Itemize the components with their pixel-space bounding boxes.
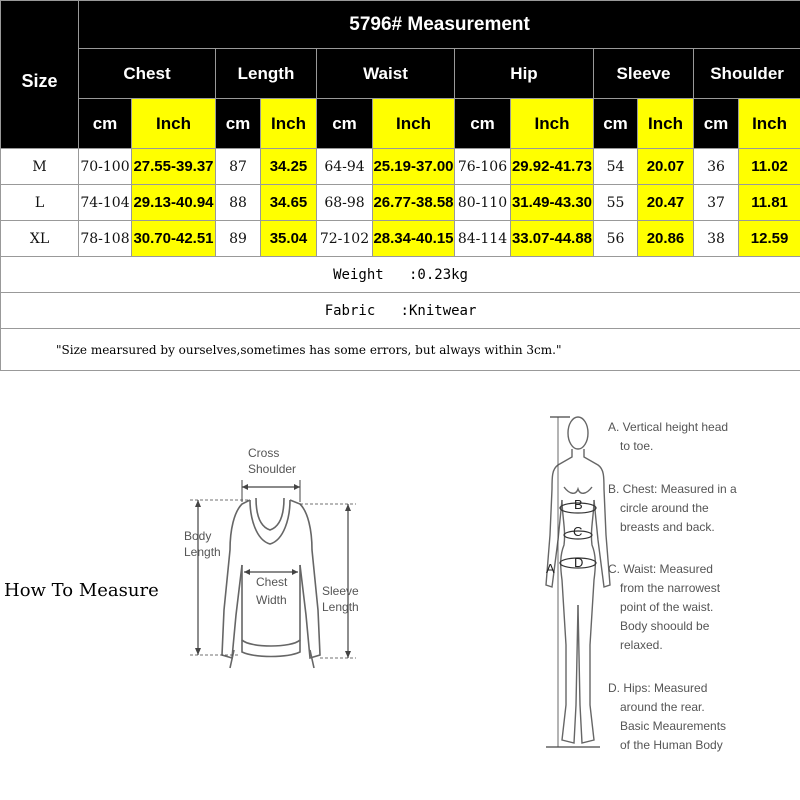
- mark-c: C: [573, 524, 583, 539]
- waist-cm: 72-102: [317, 221, 373, 257]
- table-row: [1, 149, 800, 185]
- unit-cm: cm: [594, 99, 638, 149]
- hip-cm: 84-114: [455, 221, 511, 257]
- desc-c-5: relaxed.: [620, 638, 663, 652]
- unit-cm: cm: [79, 99, 132, 149]
- mark-a: A: [546, 561, 555, 576]
- unit-inch: Inch: [132, 99, 216, 149]
- unit-inch: Inch: [261, 99, 317, 149]
- body-length-label-1: Body: [184, 529, 212, 543]
- desc-c-3: point of the waist.: [620, 600, 714, 614]
- measurement-descriptions: [608, 420, 737, 752]
- hip-header: Hip: [455, 49, 594, 99]
- chest-width-label-2: Width: [256, 593, 287, 607]
- desc-c-4: Body shoould be: [620, 619, 710, 633]
- unit-inch: Inch: [638, 99, 694, 149]
- cross-shoulder-label-2: Shoulder: [248, 462, 297, 476]
- length-cm: 89: [216, 221, 261, 257]
- mark-b: B: [574, 497, 583, 512]
- unit-inch: Inch: [511, 99, 594, 149]
- sleeve-inch: 20.47: [638, 185, 694, 221]
- body-diagram: [540, 405, 790, 775]
- sleeve-inch: 20.07: [638, 149, 694, 185]
- mark-d: D: [574, 555, 584, 570]
- body-length-label-2: Length: [184, 545, 221, 559]
- note-row: "Size mearsured by ourselves,sometimes has some errors, but always within 3cm.": [1, 329, 800, 371]
- chest-width-label-1: Chest: [256, 575, 288, 589]
- length-header: Length: [216, 49, 317, 99]
- chest-inch: 30.70-42.51: [132, 221, 216, 257]
- weight-row: Weight :0.23kg: [1, 257, 800, 293]
- hip-cm: 76-106: [455, 149, 511, 185]
- chest-cm: 74-104: [79, 185, 132, 221]
- unit-inch: Inch: [739, 99, 800, 149]
- desc-d-2: around the rear.: [620, 700, 705, 714]
- length-inch: 34.65: [261, 185, 317, 221]
- waist-inch: 25.19-37.00: [373, 149, 455, 185]
- size-chart-table: [0, 0, 800, 371]
- chest-cm: 78-108: [79, 221, 132, 257]
- sleeve-length-label-2: Length: [322, 600, 359, 614]
- unit-cm: cm: [216, 99, 261, 149]
- unit-cm: cm: [694, 99, 739, 149]
- shoulder-inch: 11.02: [739, 149, 800, 185]
- sleeve-header: Sleeve: [594, 49, 694, 99]
- shoulder-inch: 11.81: [739, 185, 800, 221]
- sleeve-cm: 56: [594, 221, 638, 257]
- table-title: 5796# Measurement: [79, 1, 800, 49]
- garment-diagram: [170, 440, 370, 690]
- chest-cm: 70-100: [79, 149, 132, 185]
- length-cm: 88: [216, 185, 261, 221]
- desc-c-2: from the narrowest: [620, 581, 721, 595]
- shoulder-cm: 37: [694, 185, 739, 221]
- waist-header: Waist: [317, 49, 455, 99]
- human-figure: [546, 417, 610, 743]
- fabric-row: Fabric :Knitwear: [1, 293, 800, 329]
- waist-inch: 28.34-40.15: [373, 221, 455, 257]
- size-cell: L: [1, 185, 79, 221]
- size-header: Size: [1, 1, 79, 149]
- how-to-measure-label: How To Measure: [4, 580, 159, 601]
- waist-cm: 64-94: [317, 149, 373, 185]
- sleeve-inch: 20.86: [638, 221, 694, 257]
- hip-inch: 29.92-41.73: [511, 149, 594, 185]
- waist-inch: 26.77-38.58: [373, 185, 455, 221]
- desc-d-4: of the Human Body: [620, 738, 723, 752]
- unit-cm: cm: [455, 99, 511, 149]
- hip-inch: 31.49-43.30: [511, 185, 594, 221]
- hip-inch: 33.07-44.88: [511, 221, 594, 257]
- desc-b-1: B. Chest: Measured in a: [608, 482, 737, 496]
- length-cm: 87: [216, 149, 261, 185]
- shoulder-header: Shoulder: [694, 49, 800, 99]
- chest-inch: 27.55-39.37: [132, 149, 216, 185]
- desc-b-3: breasts and back.: [620, 520, 715, 534]
- table-row: [1, 221, 800, 257]
- desc-d-1: D. Hips: Measured: [608, 681, 708, 695]
- length-inch: 35.04: [261, 221, 317, 257]
- shoulder-cm: 36: [694, 149, 739, 185]
- size-cell: M: [1, 149, 79, 185]
- cross-shoulder-label-1: Cross: [248, 446, 280, 460]
- shoulder-cm: 38: [694, 221, 739, 257]
- hip-cm: 80-110: [455, 185, 511, 221]
- chest-header: Chest: [79, 49, 216, 99]
- desc-b-2: circle around the: [620, 501, 709, 515]
- shoulder-inch: 12.59: [739, 221, 800, 257]
- size-cell: XL: [1, 221, 79, 257]
- sleeve-length-label-1: Sleeve: [322, 584, 359, 598]
- waist-cm: 68-98: [317, 185, 373, 221]
- desc-d-3: Basic Meaurements: [620, 719, 727, 733]
- desc-c-1: C. Waist: Measured: [608, 562, 713, 576]
- chest-inch: 29.13-40.94: [132, 185, 216, 221]
- table-row: [1, 185, 800, 221]
- unit-inch: Inch: [373, 99, 455, 149]
- unit-cm: cm: [317, 99, 373, 149]
- desc-a-2: to toe.: [620, 439, 654, 453]
- length-inch: 34.25: [261, 149, 317, 185]
- sleeve-cm: 55: [594, 185, 638, 221]
- sleeve-cm: 54: [594, 149, 638, 185]
- desc-a-1: A. Vertical height head: [608, 420, 729, 434]
